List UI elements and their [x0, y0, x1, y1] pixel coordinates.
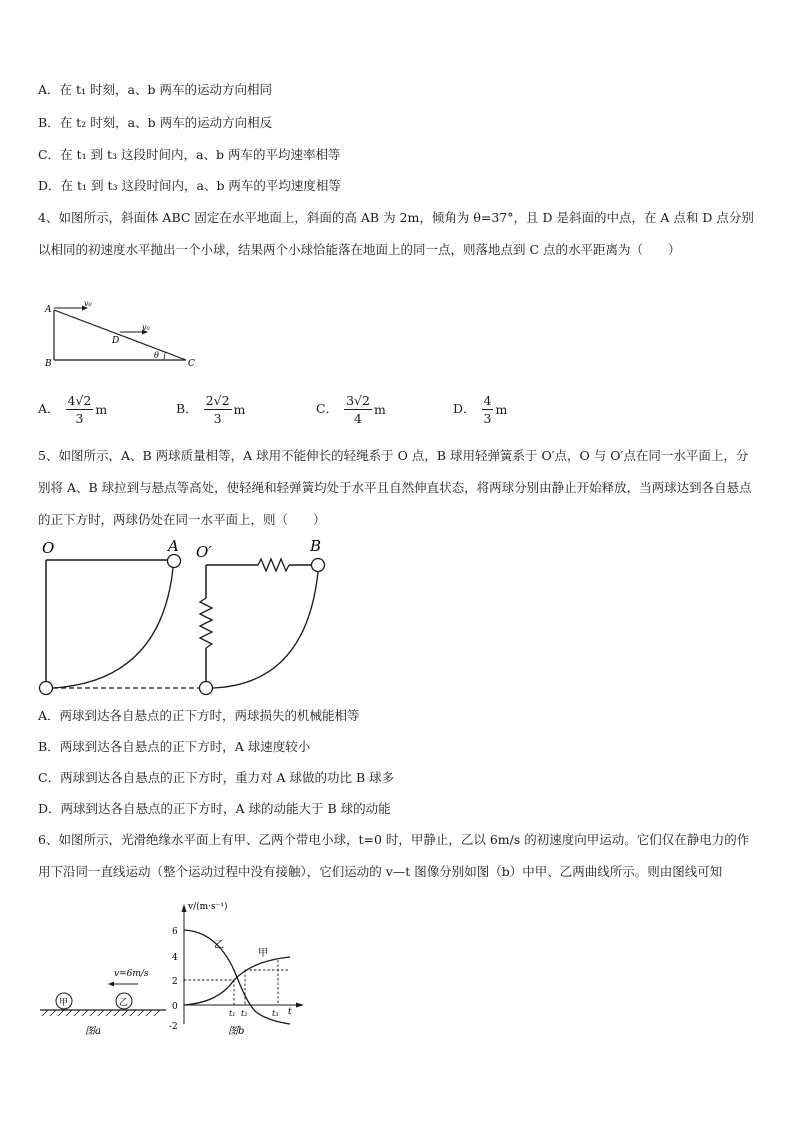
q6-ytick-neg2: -2: [169, 1022, 178, 1032]
q5-stem: 5、如图所示，A、B 两球质量相等，A 球用不能伸长的轻绳系于 O 点，B 球用轻弹簧系于 O′点，O 与 O′点在同一水平面上，分别将 A、B 球拉到与悬点等高处，使轻绳和轻弹簧均处于水平且自然伸直状态，将两球分别由静止开始释放，当两球达到各自悬点的正下方时，两球仍处在同一水平面上，则（ ）: [38, 448, 752, 527]
q6-fig-a-caption: 图a: [85, 1026, 101, 1037]
q5-ball-b-bottom: [200, 682, 213, 695]
q5-spring-vertical: [200, 598, 212, 648]
q5-option-a: A．两球到达各自悬点的正下方时，两球损失的机械能相等: [38, 708, 360, 723]
q3-option-c: C．在 t₁ 到 t₃ 这段时间内，a、b 两车的平均速率相等: [38, 147, 341, 162]
q6-xtick-t1: t₁: [229, 1009, 236, 1018]
q6-ylabel: v/(m·s⁻¹): [188, 902, 228, 912]
q5-option-b: B．两球到达各自悬点的正下方时，A 球速度较小: [38, 739, 311, 754]
q4-option-c-fraction: $\frac{3√2}{4}$: [346, 393, 370, 426]
q5-label-o: O: [42, 539, 55, 557]
q6-figure-b: [160, 898, 310, 1038]
q4-angle-arc: [164, 352, 165, 360]
q4-label-v0-d: v₀: [142, 323, 150, 332]
q4-option-d: D． $\frac{4}{3}$ m: [453, 393, 508, 426]
q5-ball-a-start: [168, 555, 181, 568]
q4-incline-figure: [40, 298, 200, 370]
q4-label-b: B: [45, 359, 52, 369]
q6-ball-jia-label: 甲: [59, 998, 69, 1008]
q6-velocity-label: v=6m/s: [114, 969, 149, 979]
q5-option-d: D．两球到达各自悬点的正下方时，A 球的动能大于 B 球的动能: [38, 801, 391, 816]
q5-ball-b-start: [312, 559, 325, 572]
q4-label-c: C: [188, 359, 195, 369]
q6-curve-jia: [184, 957, 290, 1005]
q6-curve-yi-label: 乙: [214, 940, 224, 951]
q4-label-v0-a: v₀: [84, 299, 92, 308]
q4-option-b-fraction: $\frac{2√2}{3}$: [205, 393, 230, 426]
q5-spring-horizontal: [258, 559, 289, 571]
q5-option-c: C．两球到达各自悬点的正下方时，重力对 A 球做的功比 B 球多: [38, 770, 395, 785]
q3-option-b: B．在 t₂ 时刻，a、b 两车的运动方向相反: [38, 115, 273, 130]
q6-ball-yi-label: 乙: [119, 998, 129, 1008]
q6-xtick-t2: t₂: [241, 1009, 248, 1018]
q5-label-o-prime: O′: [196, 543, 212, 561]
q6-stem: 6、如图所示，光滑绝缘水平面上有甲、乙两个带电小球，t=0 时，甲静止，乙以 6m/s 的初速度向甲运动。它们仅在静电力的作用下沿同一直线运动（整个运动过程中没有接触），它们运动的 v—t 图像分别如图（b）中甲、乙两曲线所示。则由图线可知: [38, 832, 750, 879]
q4-option-a-fraction: $\frac{4√2}{3}$: [67, 393, 92, 426]
q6-ground-hatch: [42, 1010, 160, 1016]
q4-label-d: D: [112, 336, 120, 346]
q3-option-d: D．在 t₁ 到 t₃ 这段时间内，a、b 两车的平均速度相等: [38, 178, 341, 193]
q6-fig-b-caption: 图b: [228, 1026, 245, 1037]
q4-option-a: A． $\frac{4√2}{3}$ m: [38, 393, 108, 426]
q6-ytick-6: 6: [172, 927, 178, 937]
q5-ball-a-bottom: [40, 682, 53, 695]
q4-option-b: B． $\frac{2√2}{3}$ m: [176, 393, 246, 426]
q5-label-a: A: [168, 538, 179, 555]
q4-slope-ac: [54, 310, 186, 360]
q6-v-axis-arrow: [182, 904, 187, 912]
q4-stem: 4、如图所示，斜面体 ABC 固定在水平地面上，斜面的高 AB 为 2m，倾角为 θ=37°，且 D 是斜面的中点，在 A 点和 D 点分别以相同的初速度水平抛出一个小球，结果两个小球恰能落在地面上的同一点，则落地点到 C 点的水平距离为（ ）: [38, 210, 754, 257]
q3-option-a: A．在 t₁ 时刻，a、b 两车的运动方向相同: [38, 82, 272, 97]
q6-curve-jia-label: 甲: [258, 948, 268, 959]
q6-figure-a: [38, 988, 168, 1038]
q6-velocity-arrowhead: [108, 982, 114, 987]
q4-option-c: C． $\frac{3√2}{4}$ m: [316, 393, 386, 426]
q4-option-d-fraction: $\frac{4}{3}$: [483, 393, 492, 426]
q6-ytick-2: 2: [172, 977, 178, 987]
q4-label-theta: θ: [154, 351, 159, 360]
q5-trajectory-a: [53, 568, 173, 688]
q6-ytick-4: 4: [172, 953, 178, 963]
q6-t-axis-arrow: [296, 1003, 304, 1008]
q4-label-a: A: [45, 305, 52, 315]
q6-xtick-t3: t₃: [272, 1009, 279, 1018]
q6-guide-lines: [184, 960, 290, 1005]
q6-ytick-0: 0: [172, 1002, 178, 1012]
q5-pendulum-figure: [36, 538, 336, 698]
q5-trajectory-b: [213, 572, 318, 688]
q5-label-b: B: [310, 538, 322, 555]
q6-xlabel: t: [288, 1007, 292, 1017]
